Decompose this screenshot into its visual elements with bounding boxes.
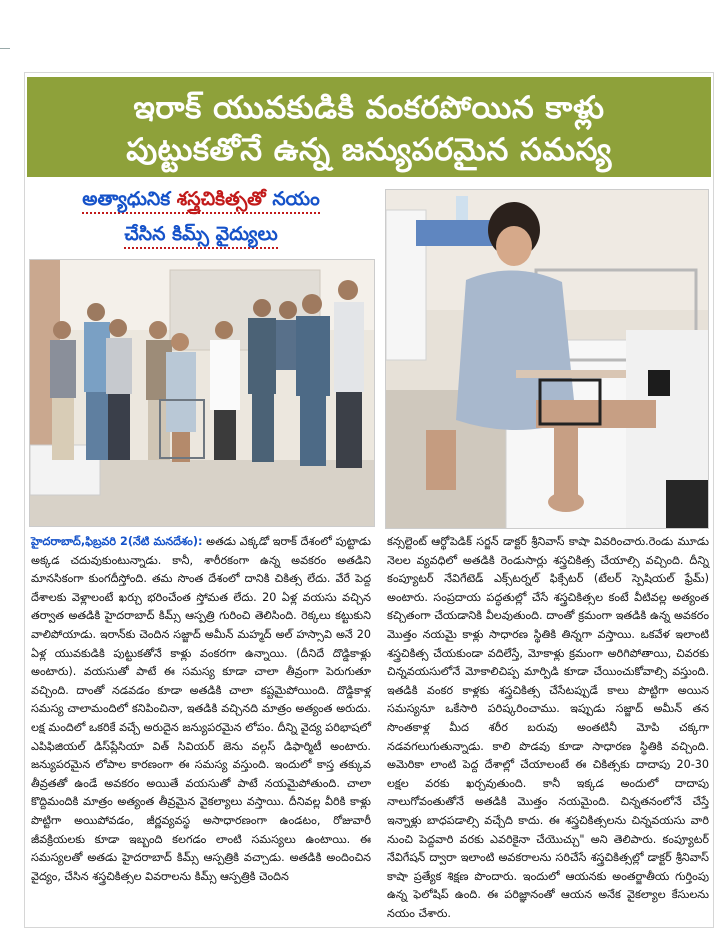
headline-line-2: పుట్టుకతోనే ఉన్న జన్యుపరమైన సమస్య: [126, 132, 612, 168]
dateline: హైదరాబాద్,ఫిబ్రవరి 2(నేటి మనదేశం):: [31, 535, 203, 548]
group-photo-image: [30, 260, 375, 527]
subheadline-part-3: నయం: [265, 188, 320, 210]
body-column-left: [31, 533, 371, 886]
patient-photo-image: [386, 190, 709, 529]
right-column-text: కన్సల్టెంట్ ఆర్థోపెడిక్ సర్జన్ డాక్టర్ శ్రీనివాస్ కాషా వివరించారు.రెండు మూడు నెలల వ్యవధిలో అతడికి రెండుసార్లు శస్త్రచికిత్స చేయాల్సి వచ్చింది. దీన్ని కంప్యూటర్ నేవిగేటెడ్ ఎక్స్‌టర్నల్ ఫిక్సేటర్ (టేలర్ స్పెషియల్ ఫ్రేమ్) అంటారు. సంప్రదాయ పద్ధతుల్లో చేసే శస్త్రచికిత్సల కంటే వీటివల్ల అత్యంత కచ్చితంగా చేయడానికి వీలవుతుంది. దాంతో క్రమంగా ఇతడికి ఉన్న అవకరం మొత్తం నయమై కాళ్లు సాధారణ స్థితికి తిన్నగా వస్తాయి. ఒకవేళ ఇలాంటి శస్త్రచికిత్స చేయకుండా వదిలేస్తే, మోకాళ్లు క్రమంగా అరిగిపోతాయి, చివరకు చిన్నవయసులోనే మోకాలిచిప్ప మార్పిడి కూడా చేయించుకోవాల్సి వస్తుంది. ఇతడికి వంకర కాళ్లకు శస్త్రచికిత్స చేసేటప్పుడే కాలు పొట్టిగా అయిన సమస్యనూ ఒకేసారి పరిష్కరించాము. ఇప్పుడు సజ్జాద్ అమీన్ తన సొంతకాళ్ల మీద శరీర బరువు అంతటినీ మోపి చక్కగా నడవగలుగుతున్నాడు. కాలి పొడవు కూడా సాధారణ స్థితికి వచ్చింది. అమెరికా లాంటి పెద్ద దేశాల్లో చేయాలంటే ఈ చికిత్సకు దాదాపు 20-30 లక్షల వరకు ఖర్చవుతుంది. కానీ ఇక్కడ అందులో దాదాపు నాలుగోవంతుతోనే అతడికి మొత్తం నయమైంది. చిన్నతనంలోనే చేస్తే ఇన్నాళ్లు బాధపడాల్సి వచ్చేది కాదు. ఈ శస్త్రచికిత్సలను చిన్నవయసు వారి నుంచి పెద్దవారి వరకు ఎవరికైనా చేయొచ్చు" అని తెలిపారు. కంప్యూటర్ నేవిగేషన్ ద్వారా ఇలాంటి అవకరాలను సరిచేసే శస్త్రచికిత్సల్లో డాక్టర్ శ్రీనివాస్ కాషా ప్రత్యేక శిక్షణ పొందారు. ఇందులో ఆయనకు అంతర్జాతీయ గుర్తింపు ఉన్న ఫెలోషిప్ ఉంది. ఈ పరిజ్ఞానంతో ఆయన అనేక వైకల్యాల కేసులను నయం చేశారు.: [387, 535, 709, 920]
patient-photo: [385, 189, 709, 529]
body-paragraph-left: [31, 533, 371, 886]
margin-mark: [0, 48, 10, 49]
group-photo: [29, 259, 375, 527]
subheadline-part-1: అత్యాధునిక: [82, 188, 177, 210]
news-article: [24, 72, 714, 928]
subheadline-line-1: [25, 188, 377, 215]
left-column-text: అతడు ఎక్కడో ఇరాక్ దేశంలో పుట్టాడు అక్కడ చదువుకుంటున్నాడు. కానీ, శారీరకంగా ఉన్న అవకరం అతడిని మానసికంగా కుంగదీస్తోంది. తమ సొంత దేశంలో దానికి చికిత్స లేదు. వేరే పెద్ద దేశాలకు వెళ్లాలంటే ఖర్చు భరించేంత స్తోమత లేదు. 20 ఏళ్ల వయసు వచ్చిన తర్వాత అతడికి హైదరాబాద్ కిమ్స్ ఆస్పత్రి గురించి తెలిసింది. రెక్కలు కట్టుకుని వాలిపోయాడు. ఇరాన్‌కు చెందిన సజ్జాద్ అమీన్ మహ్మద్ అల్ హస్సావి అనే 20 ఏళ్ల యువకుడికి పుట్టుకతోనే కాళ్లు వంకరగా ఉన్నాయి. (దీనిదే దొడ్డికాళ్లు అంటారు). వయసుతో పాటే ఈ సమస్య కూడా చాలా తీవ్రంగా పెరుగుతూ వచ్చింది. దాంతో నడవడం కూడా అతడికి చాలా కష్టమైపోయింది. దొడ్డికాళ్ల సమస్య చాలామందిలో కనిపించినా, ఇతడికి వచ్చినది మాత్రం అత్యంత అరుదు. లక్ష మందిలో ఒకరికే వచ్చే అరుదైన జన్యుపరమైన లోపం. దీన్ని వైద్య పరిభాషలో ఎపిఫిజియల్ డిస్‌ప్లేసియా విత్ సివియర్ జెను వల్గస్ డిఫార్మిటీ అంటారు. జన్యుపరమైన లోపాల కారణంగా ఈ సమస్య వస్తుంది. ఇందులో కాస్త తక్కువ తీవ్రతతో ఉండే అవకరం అయితే వయసుతో పాటే నయమైపోతుంది. చాలా కొద్దిమందికి మాత్రం అత్యంత తీవ్రమైన వైకల్యాలు వస్తాయి. దీనివల్ల వీరికి కాళ్లు పొట్టిగా అయిపోవడం, జీర్ణవ్యవస్థ అసాధారణంగా ఉండటం, రోజువారీ జీవక్రియలకు కూడా ఇబ్బంది కలగడం లాంటి సమస్యలు ఉంటాయి. ఈ సమస్యలతో అతడు హైదరాబాద్ కిమ్స్ ఆస్పత్రికి వచ్చాడు. అతడికి అందించిన వైద్యం, చేసిన శస్త్రచికిత్సల వివరాలను కిమ్స్ ఆస్పత్రికి చెందిన: [31, 535, 371, 883]
subheadline-line-2-text: చేసిన కిమ్స్ వైద్యులు: [124, 223, 277, 249]
headline-banner: [27, 77, 711, 177]
subheadline-underline: [82, 188, 319, 214]
body-column-right: [387, 533, 709, 923]
subheadline-line-2: [25, 223, 377, 250]
subheadline-emphasis: శస్త్రచికిత్సతో: [176, 188, 266, 210]
headline-line-1: ఇరాక్ యువకుడికి వంకరపోయిన కాళ్లు: [133, 90, 605, 126]
